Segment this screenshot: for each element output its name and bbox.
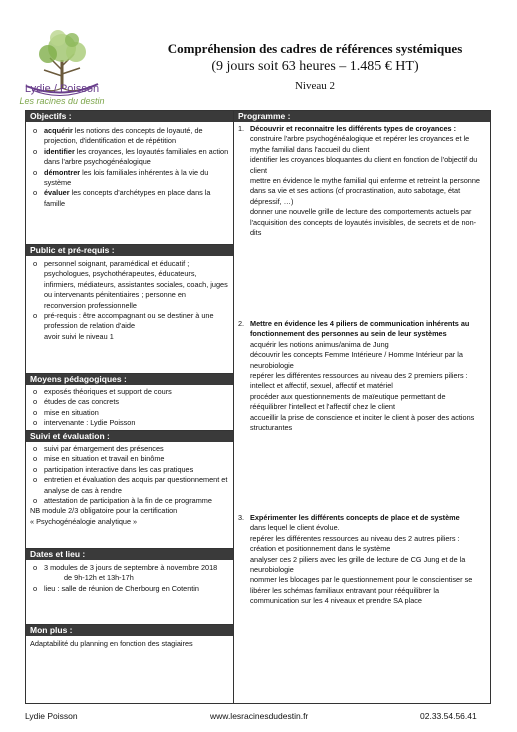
programme-section-3 [234, 513, 490, 607]
suivi-item: o suivi par émargement des présences [30, 444, 229, 454]
plus-heading: Mon plus : [26, 625, 233, 636]
objectif-item: o identifier les croyances, les loyautés familiales en action dans l'arbre psychogénéalogique [30, 147, 229, 168]
moyens-item: o intervenante : Lydie Poisson [30, 418, 229, 428]
programme-title-rest: dans lequel le client évolue. [250, 523, 340, 533]
programme-line: acquérir les notions animus/anima de Jung [250, 339, 389, 349]
moyens-item: o exposés théoriques et support de cours [30, 387, 229, 397]
moyens-item: o mise en situation [30, 408, 229, 418]
page-subtitle: (9 jours soit 63 heures – 1.485 € HT) [211, 59, 419, 74]
programme-line: donner une nouvelle grille de lecture des comportements actuels par l'acquisition des concepts de loyautés invisibles, de secrets et de non-dits [250, 207, 477, 238]
programme-line: repérer les différentes ressources au niveau des 2 autres piliers : création et positionnement dans le système [250, 533, 460, 554]
plus-text: Adaptabilité du planning en fonction des stagiaires [30, 639, 193, 648]
programme-line: procéder aux questionnements de maïeutique permettant de rééquilibrer l'intellect et l'affectif chez le client [250, 391, 446, 412]
objectif-item: o démontrer les lois familiales inhérentes à la vie du système [30, 168, 229, 189]
brand-tagline: Les racines du destin [19, 96, 105, 106]
programme-line: construire l'arbre psychogénéalogique et repérer les croyances et le mythe familial dans l'accueil du client [250, 134, 470, 154]
page-title: Compréhension des cadres de références systémiques [167, 41, 463, 56]
public-note: avoir suivi le niveau 1 [44, 331, 114, 341]
objectifs-heading: Objectifs : [26, 111, 233, 122]
public-section [26, 245, 233, 374]
programme-title: 2. Mettre en évidence les 4 piliers de communication inhérents au fonctionnement des personnes au sein de leur systèmes [238, 319, 470, 339]
programme-section-1 [234, 124, 490, 238]
suivi-note-cert: « Psychogénéalogie analytique » [30, 516, 138, 526]
programme-line: nommer les blocages par le questionnement pour le conscientiser se libérer les schémas familiaux entravant pour rééquilibrer la communication sur les 4 niveaux et prendre SA place [250, 575, 473, 606]
brand-name: Lydie / Poisson [24, 83, 100, 95]
programme-line: repérer les différentes ressources au niveau des 2 premiers piliers : intellect et affectif, sexuel, affectif et matériel [250, 371, 468, 391]
suivi-section [26, 431, 233, 549]
prerequis-item: o pré-requis : être accompagnant ou se destiner à une profession de relation d'aide [30, 311, 229, 332]
moyens-heading: Moyens pédagogiques : [26, 374, 233, 385]
dates-section [26, 549, 233, 625]
programme-line: découvrir les concepts Femme Intérieure / Homme Intérieur par la neurobiologie [250, 350, 463, 370]
programme-line: analyser ces 2 piliers avec les grille de lecture de CG Jung et de la neurobiologie [250, 554, 466, 575]
programme-title: 3. Expérimenter les différents concepts de place et de système [238, 513, 460, 522]
plus-section [26, 625, 233, 703]
level-label: Niveau 2 [294, 80, 335, 92]
programme-heading: Programme : [234, 111, 490, 122]
suivi-item: o mise en situation et travail en binôme [30, 454, 229, 464]
suivi-note: NB module 2/3 obligatoire pour la certification [30, 506, 178, 516]
left-column [26, 111, 234, 703]
public-heading: Public et pré-requis : [26, 245, 233, 256]
objectif-item: o évaluer les concepts d'archétypes en place dans la famille [30, 188, 229, 209]
moyens-section [26, 374, 233, 431]
suivi-item: o participation interactive dans les cas pratiques [30, 465, 229, 475]
programme-line: identifier les croyances bloquantes du client en fonction de l'objectif du client [250, 155, 478, 175]
footer-name: Lydie Poisson [25, 711, 78, 721]
program-table [25, 110, 491, 704]
dates-heading: Dates et lieu : [26, 549, 233, 560]
footer-website[interactable]: www.lesracinesdudestin.fr [210, 711, 309, 721]
objectifs-section [26, 111, 233, 245]
programme-title: 1. Découvrir et reconnaitre les différents types de croyances : [238, 124, 457, 133]
programme-line: accueillir la prise de conscience et inciter le client à poser des actions structurantes [250, 412, 475, 433]
lieu-item: o lieu : salle de réunion de Cherbourg en Cotentin [30, 584, 229, 594]
footer-phone: 02.33.54.56.41 [420, 711, 477, 721]
programme-line: mettre en évidence le mythe familial qui enferme et retreint la personne dans sa vie et ses actions (cf procrastination, auto sabotage, état dépressif, …) [250, 176, 480, 206]
objectif-item: o acquérir les notions des concepts de loyauté, de projection, d'identification et de répétition [30, 126, 229, 147]
public-item: o personnel soignant, paramédical et éducatif ; psychologues, psychothérapeutes, éducateurs, infirmiers, médiateurs, assistantes sociales, coach, juges ou intervenants pénitentiaires ; personne en reconversion professionnelle [30, 259, 229, 311]
suivi-item: o attestation de participation à la fin de ce programme [30, 496, 229, 506]
suivi-heading: Suivi et évaluation : [26, 431, 233, 442]
dates-item: o 3 modules de 3 jours de septembre à novembre 2018 de 9h-12h et 13h-17h [30, 563, 229, 584]
programme-column [234, 111, 490, 703]
programme-section-2 [234, 319, 490, 433]
moyens-item: o études de cas concrets [30, 397, 229, 407]
suivi-item: o entretien et évaluation des acquis par questionnement et analyse de cas à rendre [30, 475, 229, 496]
